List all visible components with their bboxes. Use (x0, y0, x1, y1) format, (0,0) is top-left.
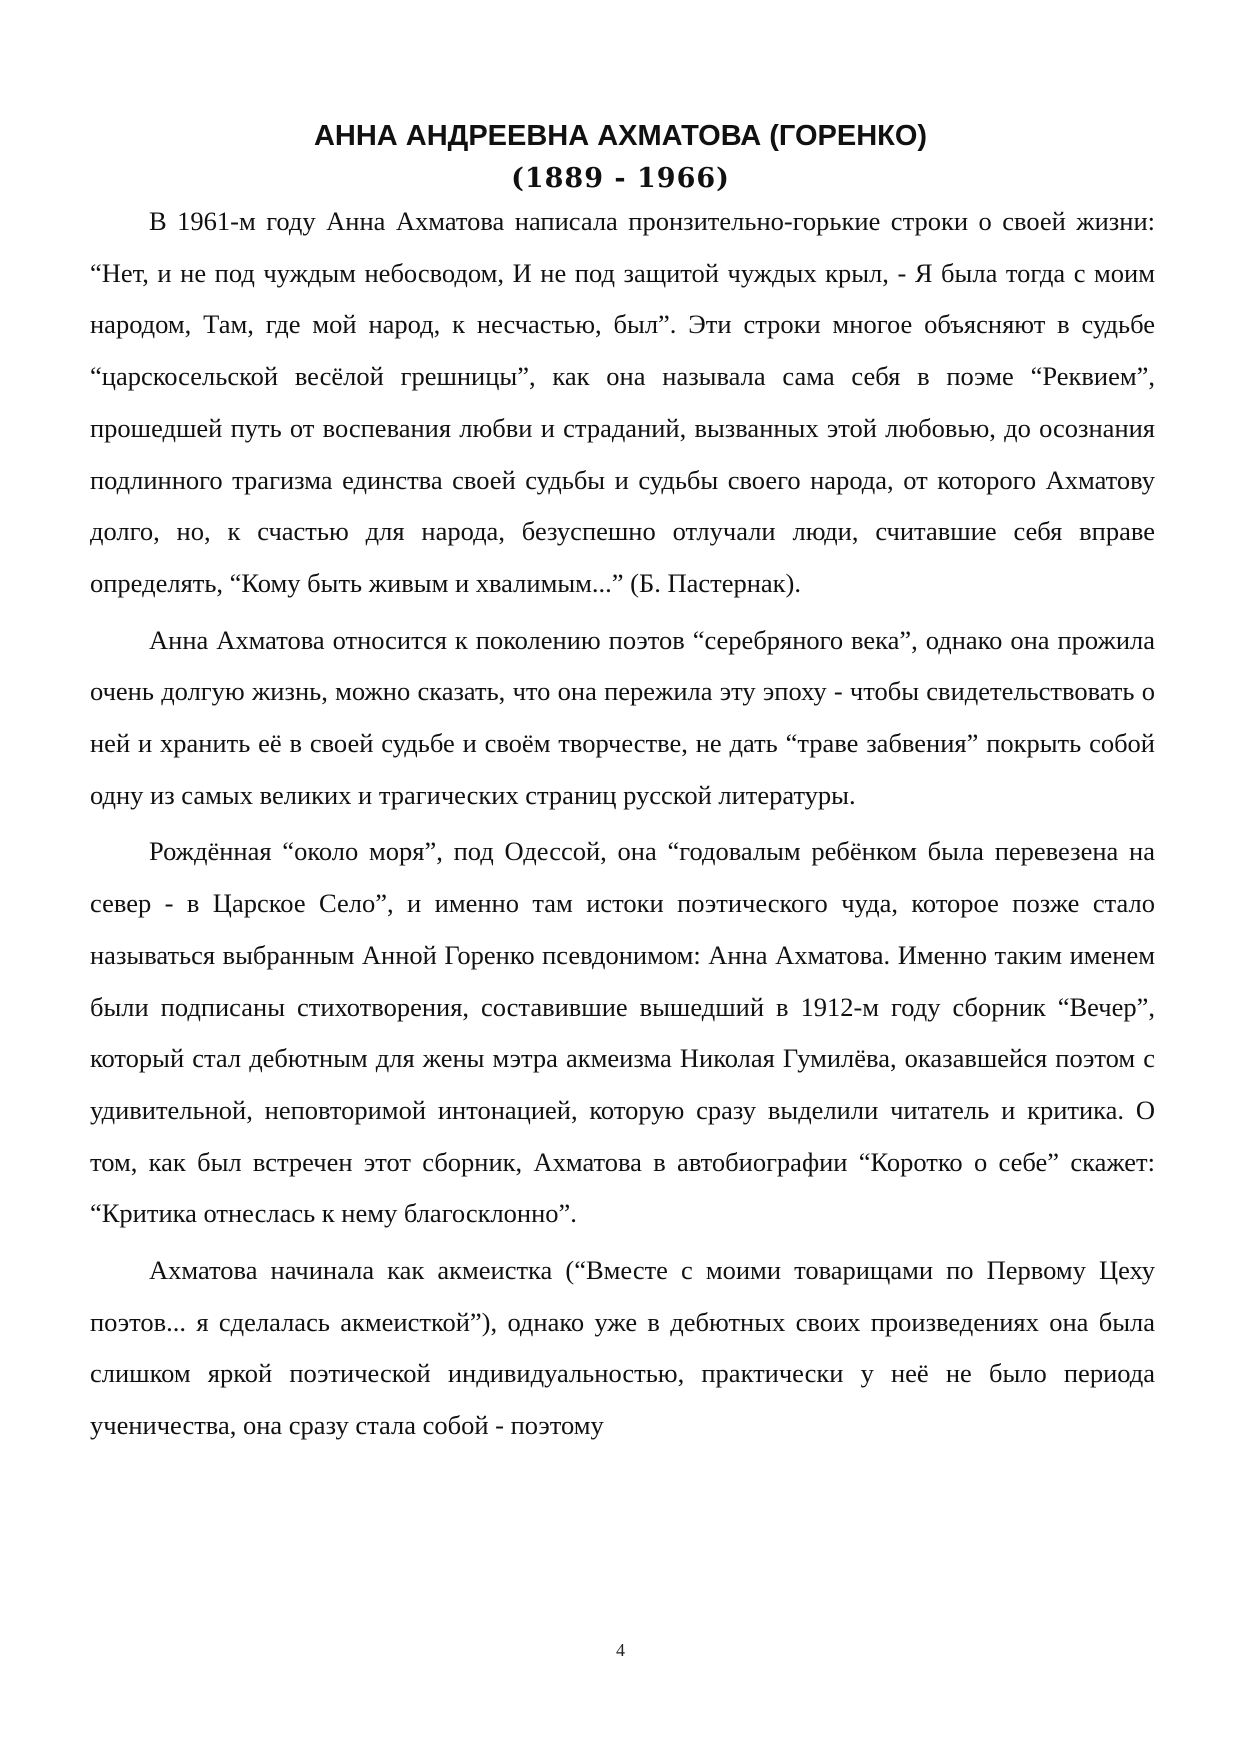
paragraph-4: Ахматова начинала как акмеистка (“Вместе с моими товарищами по Первому Цеху поэтов... я сделалась акмеисткой”), однако уже в дебютных своих произведениях она была слишком яркой поэтической индивидуальностью, практически у неё не было периода ученичества, она сразу стала собой - поэтому (90, 1255, 1155, 1441)
paragraph-1: В 1961-м году Анна Ахматова написала пронзительно-горькие строки о своей жизни: “Нет, и не под чуждым небосводом, И не под защитой чуждых крыл, - Я была тогда с моим народом, Там, где мой народ, к несчастью, был”. Эти строки многое объясняют в судьбе “царскосельской весёлой грешницы”, как она называла сама себя в поэме “Реквием”, прошедшей путь от воспевания любви и страданий, вызванных этой любовью, до осознания подлинного трагизма единства своей судьбы и судьбы своего народа, от которого Ахматову долго, но, к счастью для народа, безуспешно отлучали люди, считавшие себя вправе определять, “Кому быть живым и хвалимым...” (Б. Пастернак). (90, 206, 1155, 598)
paragraph-3: Рождённая “около моря”, под Одессой, она “годовалым ребёнком была перевезена на север - в Царское Село”, и именно там истоки поэтического чуда, которое позже стало называться выбранным Анной Горенко псевдонимом: Анна Ахматова. Именно таким именем были подписаны стихотворения, составившие вышедший в 1912-м году сборник “Вечер”, который стал дебютным для жены мэтра акмеизма Николая Гумилёва, оказавшейся поэтом с удивительной, неповторимой интонацией, которую сразу выделили читатель и критика. О том, как был встречен этот сборник, Ахматова в автобиографии “Коротко о себе” скажет: “Критика отнеслась к нему благосклонно”. (90, 836, 1155, 1229)
body-text (90, 196, 1155, 1452)
page-number: 4 (616, 1640, 625, 1660)
life-years: (1889 - 1966) (511, 163, 730, 194)
paragraph-2: Анна Ахматова относится к поколению поэтов “серебряного века”, однако она прожила очень долгую жизнь, можно сказать, что она пережила эту эпоху - чтобы свидетельствовать о ней и хранить её в своей судьбе и своём творчестве, не дать “траве забвения” покрыть собой одну из самых великих и трагических страниц русской литературы. (90, 624, 1155, 810)
document-title: АННА АНДРЕЕВНА АХМАТОВА (ГОРЕНКО) (313, 120, 928, 152)
